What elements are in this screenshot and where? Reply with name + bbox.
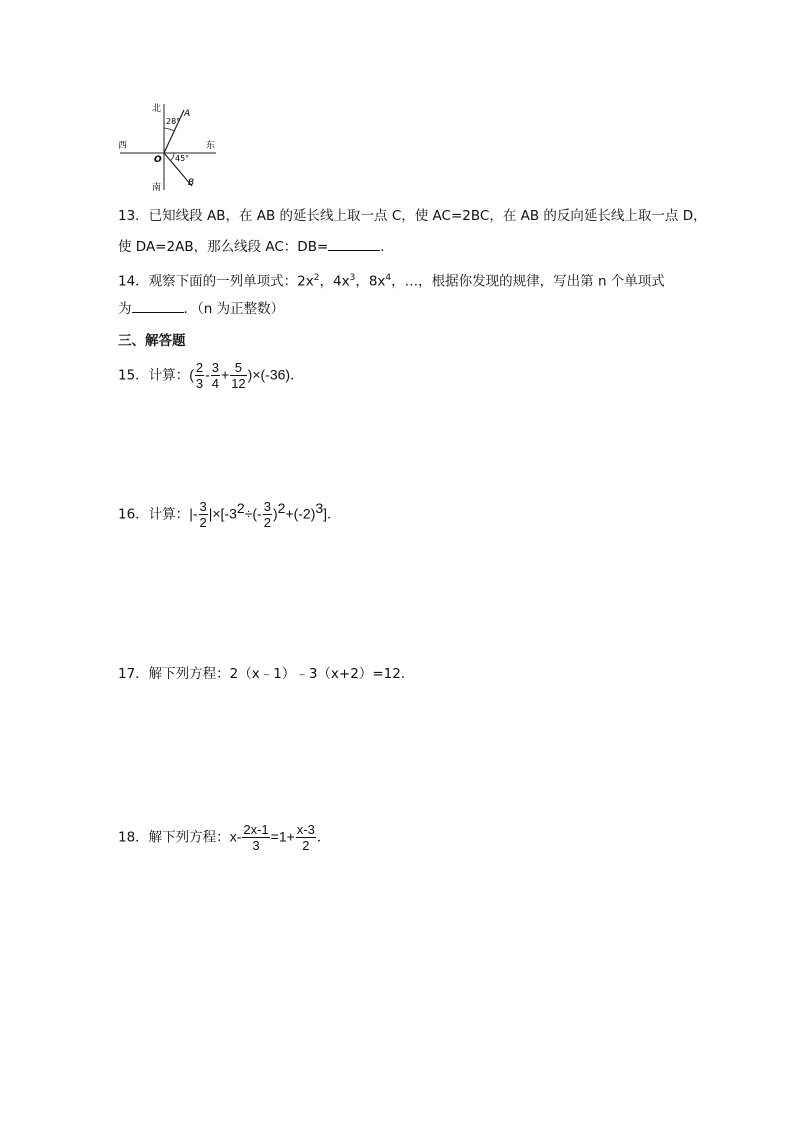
angle-a-label: 28°: [166, 117, 181, 126]
numerator: 3: [263, 499, 271, 514]
period: ．: [316, 829, 331, 846]
question-14-text-tail: ，…，根据你发现的规律，写出第 n 个单项式: [391, 273, 665, 290]
exponent: 2: [313, 273, 320, 283]
operator: +: [221, 366, 230, 383]
point-b-label: B: [188, 178, 195, 188]
fraction: [199, 499, 208, 530]
paren: (: [189, 366, 194, 383]
fraction: [242, 822, 269, 853]
term: ，4x: [319, 273, 350, 290]
answer-blank-13[interactable]: [328, 236, 380, 251]
question-13-line-2: [118, 236, 394, 257]
west-label: 西: [118, 141, 128, 151]
expression-part: x-: [229, 828, 242, 845]
fraction: [195, 360, 204, 391]
question-15-label: 15．计算：: [118, 367, 190, 384]
question-14-line-1: [118, 268, 665, 292]
question-16: [118, 498, 341, 530]
exponent: 2: [236, 500, 245, 516]
denominator: 3: [252, 838, 260, 853]
fraction: [211, 360, 220, 391]
origin-label: O: [154, 155, 162, 165]
numerator: 2: [195, 360, 204, 375]
operator: -: [205, 366, 210, 383]
expression-part: ): [272, 505, 278, 522]
numerator: 2x-1: [243, 822, 269, 837]
question-13-text: 使 DA=2AB，那么线段 AC：DB=: [118, 239, 329, 255]
denominator: 2: [199, 515, 207, 530]
question-14-end: ．（n 为正整数）: [183, 301, 285, 317]
question-17: 17．解下列方程：2（x﹣1）﹣3（x+2）=12．: [118, 666, 415, 682]
question-15: [118, 360, 304, 391]
north-label: 北: [152, 104, 162, 114]
period: ．: [290, 367, 304, 384]
answer-blank-14[interactable]: [132, 298, 184, 313]
question-18: [118, 822, 330, 853]
expression-part: =1+: [270, 828, 295, 845]
expression-part: ÷(-: [244, 505, 262, 522]
numerator: x-3: [296, 822, 315, 837]
expression-tail: )×(-36): [247, 366, 291, 383]
period: ．: [327, 506, 341, 523]
term: ，8x: [355, 273, 386, 290]
denominator: 12: [231, 376, 246, 391]
question-14-text: 为: [118, 301, 132, 317]
expression-part: |×[-3: [208, 505, 237, 522]
question-18-label: 18．解下列方程：: [118, 829, 230, 846]
south-label: 南: [152, 183, 162, 193]
fraction: [263, 499, 272, 530]
numerator: 3: [199, 499, 207, 514]
exponent: 3: [349, 273, 356, 283]
question-14-line-2: [118, 298, 284, 319]
numerator: 5: [230, 360, 246, 376]
exponent: 2: [277, 500, 286, 516]
angle-b-label: 45°: [175, 154, 190, 163]
denominator: 2: [263, 515, 271, 530]
abs-open: |-: [189, 505, 198, 522]
direction-diagram: [112, 98, 222, 194]
point-a-label: A: [184, 109, 191, 119]
question-13-end: ．: [380, 239, 394, 255]
numerator: 3: [211, 360, 219, 375]
denominator: 3: [195, 376, 204, 391]
denominator: 4: [211, 376, 219, 391]
east-label: 东: [206, 141, 216, 151]
exponent: 3: [315, 500, 324, 516]
expression-part: +(-2): [285, 505, 316, 522]
fraction: [296, 822, 316, 853]
fraction: [230, 360, 246, 391]
question-13-line-1: 13．已知线段 AB，在 AB 的延长线上取一点 C，使 AC=2BC，在 AB 的反向延长线上取一点 D，: [118, 208, 707, 224]
exponent: 4: [385, 273, 392, 283]
bracket-close: ]: [323, 505, 328, 522]
section-heading: 三、解答题: [118, 333, 186, 349]
question-14-text: 14．观察下面的一列单项式：2x: [118, 273, 314, 290]
denominator: 2: [302, 838, 310, 853]
question-16-label: 16．计算：: [118, 506, 190, 523]
